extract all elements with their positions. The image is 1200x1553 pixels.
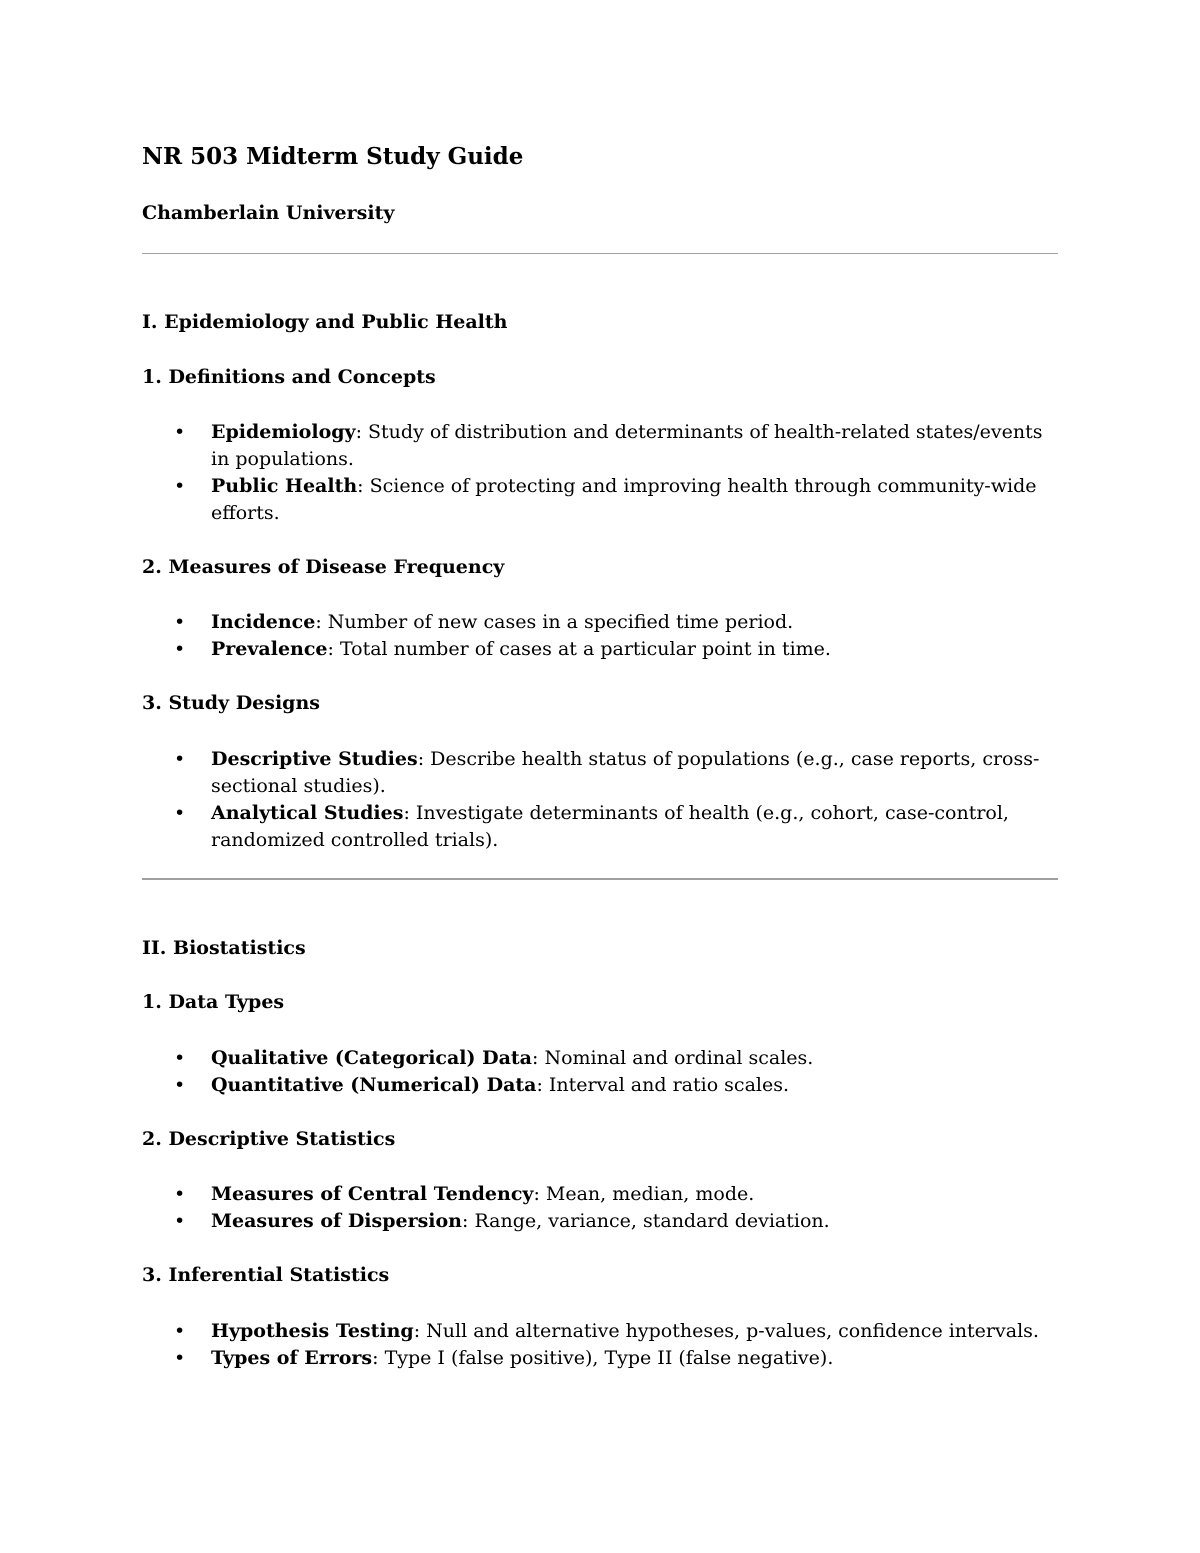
bullet-icon: • <box>174 1183 186 1205</box>
bullet-list-study-designs <box>142 746 1058 854</box>
list-item <box>142 746 1058 800</box>
term-label: Quantitative (Numerical) Data <box>211 1074 537 1096</box>
term-label: Qualitative (Categorical) Data <box>211 1047 532 1069</box>
page-title: NR 503 Midterm Study Guide <box>142 143 524 170</box>
horizontal-rule <box>142 878 1058 880</box>
bullet-icon: • <box>174 748 186 770</box>
bullet-list-inferential-statistics <box>142 1318 1058 1372</box>
term-label: Types of Errors <box>211 1347 373 1369</box>
bullet-icon: • <box>174 802 186 824</box>
list-item <box>142 636 1058 663</box>
subsection-heading-data-types: 1. Data Types <box>142 991 285 1013</box>
bullet-list-descriptive-statistics <box>142 1181 1058 1235</box>
term-label: Descriptive Studies <box>211 748 418 770</box>
term-label: Public Health <box>211 475 358 497</box>
term-description: : Range, variance, standard deviation. <box>462 1210 830 1232</box>
term-label: Hypothesis Testing <box>211 1320 414 1342</box>
list-item <box>142 1345 1058 1372</box>
list-item <box>142 419 1058 473</box>
section-heading-biostatistics: II. Biostatistics <box>142 937 306 959</box>
term-label: Analytical Studies <box>211 802 404 824</box>
bullet-icon: • <box>174 1074 186 1096</box>
term-description: : Type I (false positive), Type II (false negative). <box>372 1347 834 1369</box>
bullet-icon: • <box>174 611 186 633</box>
list-item <box>142 800 1058 854</box>
horizontal-rule <box>142 253 1058 254</box>
section-heading-epidemiology: I. Epidemiology and Public Health <box>142 311 508 333</box>
term-description: : Mean, median, mode. <box>533 1183 755 1205</box>
subsection-heading-descriptive-statistics: 2. Descriptive Statistics <box>142 1128 396 1150</box>
term-description: : Null and alternative hypotheses, p-values, confidence intervals. <box>413 1320 1039 1342</box>
bullet-icon: • <box>174 421 186 443</box>
subsection-heading-definitions: 1. Definitions and Concepts <box>142 366 436 388</box>
bullet-icon: • <box>174 638 186 660</box>
term-description: : Total number of cases at a particular point in time. <box>327 638 831 660</box>
term-description: : Nominal and ordinal scales. <box>532 1047 814 1069</box>
term-description: : Describe health status of populations (e.g., case reports, cross-sectional studies). <box>211 748 1040 797</box>
subsection-heading-disease-frequency: 2. Measures of Disease Frequency <box>142 556 505 578</box>
term-description: : Number of new cases in a specified time period. <box>315 611 794 633</box>
bullet-list-definitions <box>142 419 1058 527</box>
list-item <box>142 1181 1058 1208</box>
list-item <box>142 1318 1058 1345</box>
institution-name: Chamberlain University <box>142 202 395 224</box>
bullet-icon: • <box>174 1347 186 1369</box>
subsection-heading-inferential-statistics: 3. Inferential Statistics <box>142 1264 390 1286</box>
bullet-icon: • <box>174 475 186 497</box>
list-item <box>142 473 1058 527</box>
list-item <box>142 609 1058 636</box>
bullet-icon: • <box>174 1210 186 1232</box>
term-label: Incidence <box>211 611 316 633</box>
term-description: : Science of protecting and improving health through community-wide efforts. <box>211 475 1037 524</box>
term-description: : Study of distribution and determinants of health-related states/events in populations. <box>211 421 1043 470</box>
list-item <box>142 1045 1058 1072</box>
term-label: Epidemiology <box>211 421 356 443</box>
list-item <box>142 1072 1058 1099</box>
term-description: : Investigate determinants of health (e.g., cohort, case-control, randomized controlled trials). <box>211 802 1009 851</box>
bullet-icon: • <box>174 1047 186 1069</box>
list-item <box>142 1208 1058 1235</box>
bullet-list-data-types <box>142 1045 1058 1099</box>
term-description: : Interval and ratio scales. <box>536 1074 790 1096</box>
term-label: Prevalence <box>211 638 328 660</box>
bullet-icon: • <box>174 1320 186 1342</box>
bullet-list-disease-frequency <box>142 609 1058 663</box>
term-label: Measures of Central Tendency <box>211 1183 534 1205</box>
term-label: Measures of Dispersion <box>211 1210 462 1232</box>
subsection-heading-study-designs: 3. Study Designs <box>142 692 320 714</box>
